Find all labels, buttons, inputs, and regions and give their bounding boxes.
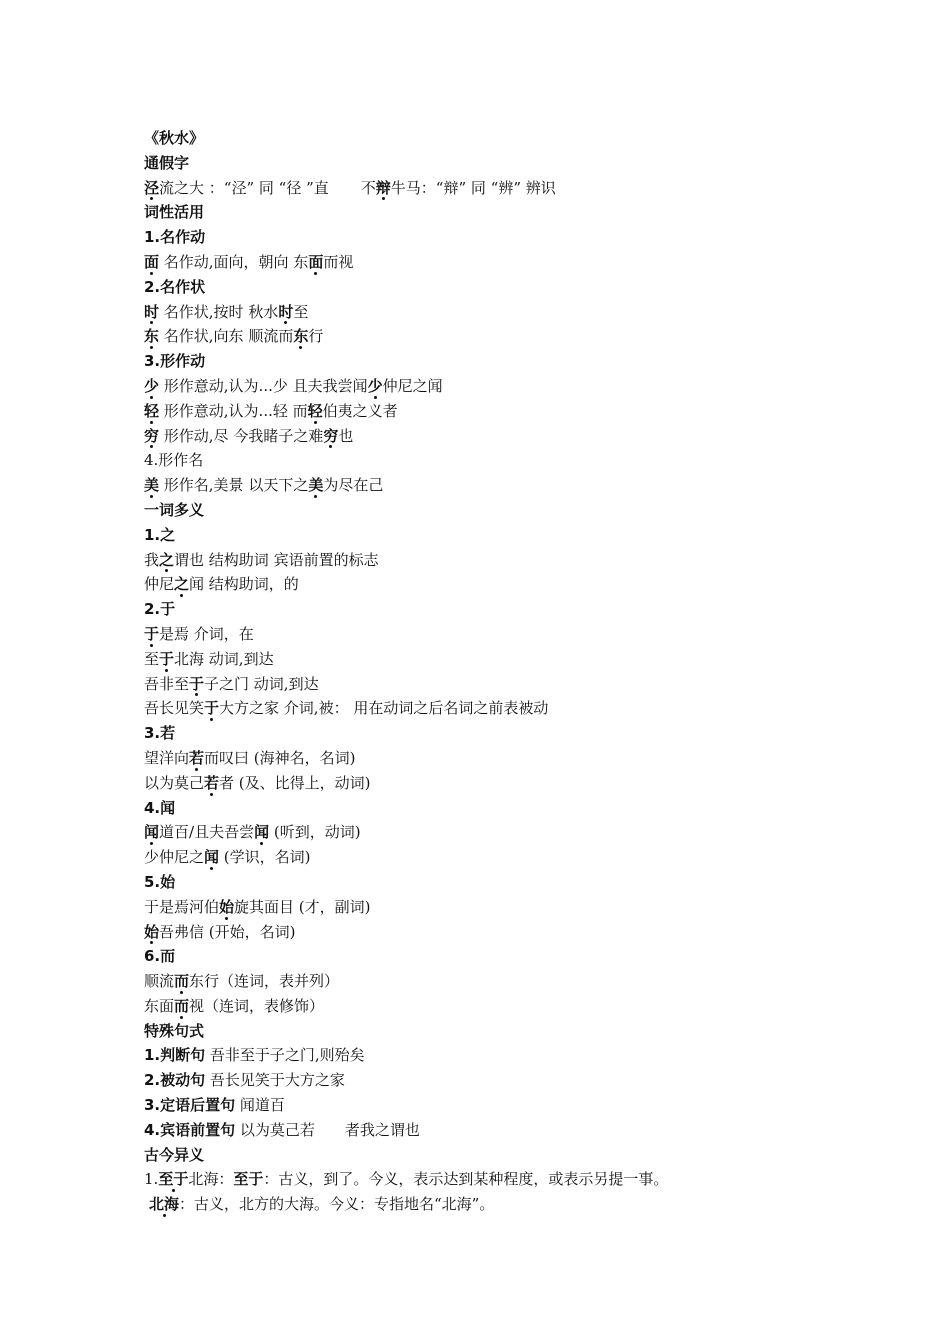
section-heading-cixinghuoyong: 词性活用 bbox=[144, 203, 205, 222]
document-title: 《秋水》 bbox=[144, 129, 205, 147]
text-line: 美 形作名,美景 以天下之美为尽在己 bbox=[144, 473, 844, 498]
sub-heading: 1.之 bbox=[144, 525, 176, 544]
document-body bbox=[144, 126, 844, 1217]
sub-heading: 5.始 bbox=[144, 872, 176, 891]
text-line: 吾长见笑于大方之家 介词,被： 用在动词之后名词之前表被动 bbox=[144, 696, 844, 721]
text-line: 1.判断句 吾非至于子之门,则殆矣 bbox=[144, 1046, 365, 1065]
text-line: 2.被动句 吾长见笑于大方之家 bbox=[144, 1071, 345, 1090]
text-line: 穷 形作动,尽 今我睹子之难穷也 bbox=[144, 424, 844, 449]
text-line: 泾流之大 ：“泾” 同 “径 ”直 不辩牛马：“辩” 同 “辨” 辨识 bbox=[144, 176, 844, 201]
text-line: 至于北海 动词,到达 bbox=[144, 647, 844, 672]
text-line: 东 名作状,向东 顺流而东行 bbox=[144, 324, 844, 349]
text-line: 始吾弗信 (开始，名词) bbox=[144, 920, 844, 945]
sub-heading: 4.闻 bbox=[144, 798, 176, 817]
text-line: 顺流而东行（连词，表并列） bbox=[144, 969, 844, 994]
text-line: 仲尼之闻 结构助词，的 bbox=[144, 572, 844, 597]
text-line: 面 名作动,面向，朝向 东面而视 bbox=[144, 250, 844, 275]
text-line: 以为莫己若者 (及、比得上，动词) bbox=[144, 771, 844, 796]
sub-heading-plain: 4.形作名 bbox=[144, 451, 204, 470]
sub-heading: 6.而 bbox=[144, 947, 176, 966]
text-line: 1.至于北海：至于：古义，到了。今义，表示达到某种程度，或表示另提一事。 bbox=[144, 1167, 844, 1192]
text-line: 东面而视（连词，表修饰） bbox=[144, 994, 844, 1019]
section-heading-teshujushi: 特殊句式 bbox=[144, 1021, 205, 1040]
text-line: 3.定语后置句 闻道百 bbox=[144, 1096, 285, 1115]
section-heading-tongjiazi: 通假字 bbox=[144, 153, 190, 172]
text-line: 4.宾语前置句 以为莫己若 者我之谓也 bbox=[144, 1120, 420, 1139]
sub-heading: 3.若 bbox=[144, 724, 176, 743]
text-line: 望洋向若而叹曰 (海神名，名词) bbox=[144, 746, 844, 771]
section-heading-gujinyiyi: 古今异义 bbox=[144, 1145, 205, 1164]
text-line: 少仲尼之闻 (学识，名词) bbox=[144, 845, 844, 870]
sub-heading: 1.名作动 bbox=[144, 228, 206, 247]
text-line: 于是焉河伯始旋其面目 (才，副词) bbox=[144, 895, 844, 920]
sub-heading: 2.名作状 bbox=[144, 277, 206, 296]
text-line: 北海：古义，北方的大海。今义：专指地名“北海”。 bbox=[144, 1192, 844, 1217]
sub-heading: 2.于 bbox=[144, 600, 176, 619]
text-line: 于是焉 介词，在 bbox=[144, 622, 844, 647]
section-heading-yiciduoyi: 一词多义 bbox=[144, 500, 205, 519]
text-line: 闻道百/且夫吾尝闻 (听到，动词) bbox=[144, 820, 844, 845]
text-line: 轻 形作意动,认为...轻 而轻伯夷之义者 bbox=[144, 399, 844, 424]
text-line: 少 形作意动,认为...少 且夫我尝闻少仲尼之闻 bbox=[144, 374, 844, 399]
sub-heading: 3.形作动 bbox=[144, 352, 206, 371]
text-line: 吾非至于子之门 动词,到达 bbox=[144, 672, 844, 697]
text-line: 时 名作状,按时 秋水时至 bbox=[144, 300, 844, 325]
text-line: 我之谓也 结构助词 宾语前置的标志 bbox=[144, 548, 844, 573]
